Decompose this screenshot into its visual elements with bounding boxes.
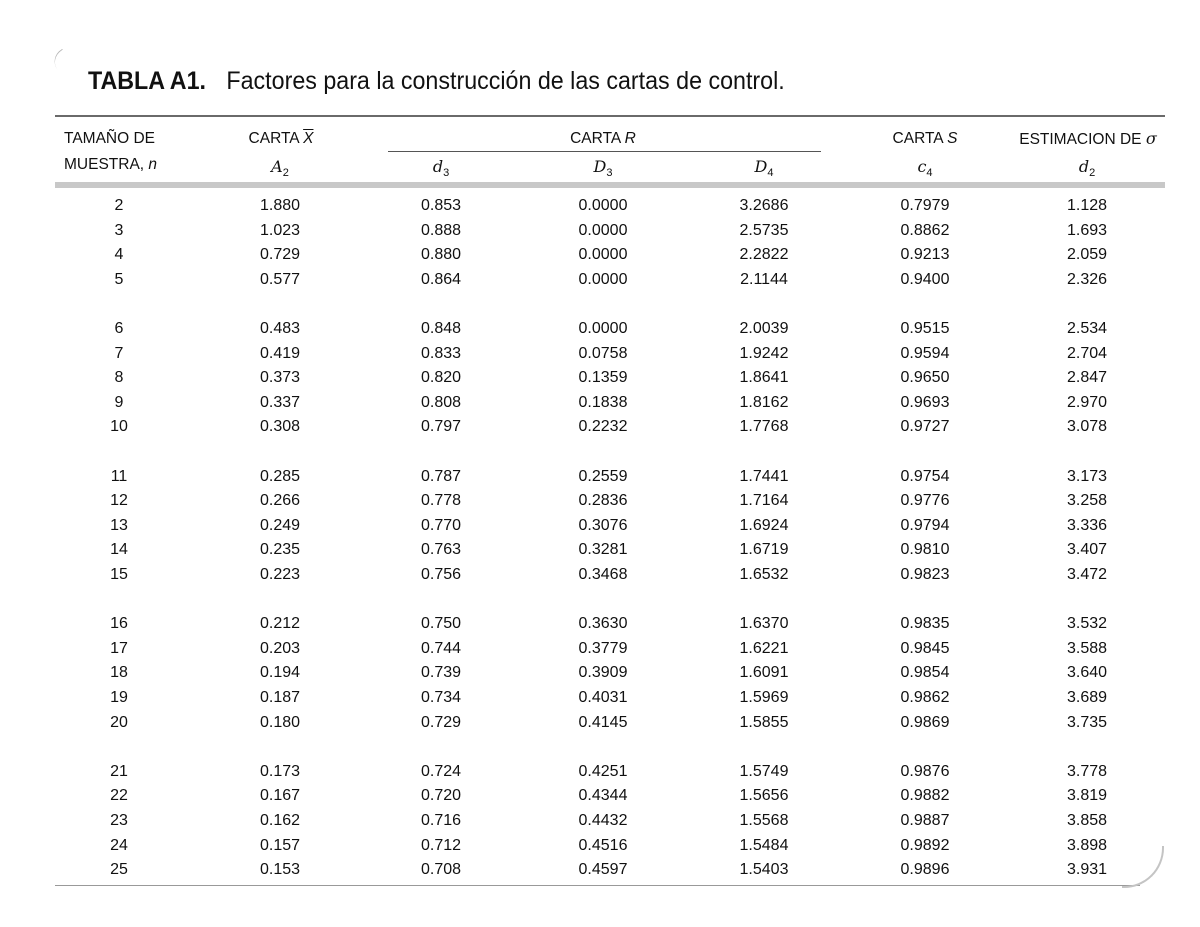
cell-a2: 1.880	[259, 197, 301, 214]
cell-n: 25	[110, 861, 128, 879]
cell-d3: 0.756	[420, 566, 462, 583]
cell-c4: 0.9810	[900, 541, 950, 559]
cell-n: 16	[110, 615, 128, 633]
header-D4-sub: 4	[767, 167, 774, 180]
cell-n: 9	[114, 393, 124, 411]
cell-d2: 3.819	[1066, 787, 1108, 805]
cell-d2: 3.173	[1066, 467, 1108, 485]
cell-d2: 3.735	[1066, 713, 1108, 731]
header-d3-sub: 3	[443, 167, 450, 180]
cell-d2: 2.704	[1066, 344, 1108, 362]
cell-D4: 1.5568	[739, 812, 789, 829]
cell-a2: 1.023	[259, 221, 301, 239]
cell-n: 18	[110, 664, 128, 682]
cell-d2: 2.847	[1066, 369, 1108, 387]
cell-D4: 1.5484	[739, 836, 789, 854]
cell-D4: 1.7164	[739, 492, 789, 510]
cell-d3: 0.853	[420, 197, 462, 214]
cell-a2: 0.235	[259, 541, 301, 559]
cell-d2: 3.931	[1066, 861, 1108, 879]
cell-n: 15	[110, 566, 128, 583]
cell-c4: 0.9650	[900, 369, 950, 387]
cell-D4: 1.6221	[739, 639, 789, 657]
cell-D4: 1.6532	[739, 566, 789, 583]
cell-d3: 0.712	[420, 836, 462, 854]
cell-c4: 0.9594	[900, 344, 950, 362]
header-sigma-estimate-label: ESTIMACION DE	[1019, 131, 1142, 148]
cell-D4: 1.5855	[739, 713, 789, 731]
cell-D3: 0.4251	[578, 762, 628, 780]
cell-D3: 0.4432	[578, 812, 628, 829]
cell-d2: 3.778	[1066, 762, 1108, 780]
cell-a2: 0.157	[259, 836, 301, 854]
header-s-chart-label: CARTA	[892, 130, 943, 147]
cell-d2: 2.326	[1066, 270, 1108, 288]
header-a2-sub: 2	[282, 167, 289, 180]
cell-D3: 0.3076	[578, 516, 628, 534]
cell-d2: 1.128	[1066, 197, 1108, 214]
cell-c4: 0.9882	[900, 787, 950, 805]
cell-n: 7	[114, 344, 124, 362]
cell-d2: 2.970	[1066, 393, 1108, 411]
cell-d3: 0.739	[420, 664, 462, 682]
cell-n: 13	[110, 516, 128, 534]
cell-D4: 1.6091	[739, 664, 789, 682]
header-r-symbol: R	[624, 130, 636, 147]
cell-d3: 0.770	[420, 516, 462, 534]
header-xbar-chart-label: CARTA	[248, 130, 299, 147]
cell-d2: 3.689	[1066, 689, 1108, 706]
cell-D3: 0.3779	[578, 639, 628, 657]
cell-d3: 0.744	[420, 639, 462, 657]
cell-n: 12	[110, 492, 128, 510]
cell-d3: 0.864	[420, 270, 462, 288]
cell-D3: 0.2559	[578, 467, 628, 485]
cell-a2: 0.483	[259, 320, 301, 337]
header-sample-size-label: MUESTRA,	[64, 156, 145, 173]
cell-D4: 1.7768	[739, 418, 789, 436]
cell-a2: 0.729	[259, 246, 301, 264]
cell-c4: 0.9754	[900, 467, 950, 485]
header-D4-base: D	[754, 157, 768, 176]
cell-n: 17	[110, 639, 128, 657]
cell-c4: 0.9515	[900, 320, 950, 337]
cell-D3: 0.0000	[578, 197, 628, 214]
cell-D3: 0.0000	[578, 270, 628, 288]
cell-n: 22	[110, 787, 128, 805]
cell-D3: 0.0000	[578, 246, 628, 264]
header-d3-base: d	[432, 157, 444, 176]
header-s-symbol: S	[947, 130, 958, 147]
cell-d2: 3.258	[1066, 492, 1108, 510]
cell-D3: 0.4145	[578, 713, 628, 731]
cell-n: 6	[114, 320, 124, 337]
cell-a2: 0.167	[259, 787, 301, 805]
cell-c4: 0.9845	[900, 639, 950, 657]
cell-n: 20	[110, 713, 128, 731]
cell-D3: 0.3281	[578, 541, 628, 559]
cell-D3: 0.3630	[578, 615, 628, 633]
cell-D3: 0.4031	[578, 689, 628, 706]
header-D3-base: D	[593, 157, 607, 176]
cell-D4: 1.8641	[739, 369, 789, 387]
cell-D3: 0.3468	[578, 566, 628, 583]
cell-a2: 0.308	[259, 418, 301, 436]
header-sigma-symbol: σ	[1145, 129, 1157, 148]
cell-D3: 0.0758	[578, 344, 628, 362]
cell-d3: 0.848	[420, 320, 462, 337]
cell-n: 14	[110, 541, 128, 559]
cell-c4: 0.8862	[900, 221, 950, 239]
cell-a2: 0.153	[259, 861, 301, 879]
cell-d2: 1.693	[1066, 221, 1108, 239]
cell-D4: 1.6370	[739, 615, 789, 633]
cell-D4: 3.2686	[739, 197, 789, 214]
cell-a2: 0.173	[259, 762, 301, 780]
header-r-chart-label: CARTA	[570, 130, 621, 147]
cell-n: 3	[114, 221, 124, 239]
cell-D4: 1.6719	[739, 541, 789, 559]
cell-c4: 0.9693	[900, 393, 950, 411]
cell-a2: 0.162	[259, 812, 301, 829]
cell-c4: 0.9213	[900, 246, 950, 264]
cell-d3: 0.880	[420, 246, 462, 264]
cell-D3: 0.4344	[578, 787, 628, 805]
cell-d3: 0.888	[420, 221, 462, 239]
cell-d3: 0.729	[420, 713, 462, 731]
cell-c4: 0.7979	[900, 197, 950, 214]
cell-c4: 0.9869	[900, 713, 950, 731]
cell-D3: 0.2232	[578, 418, 628, 436]
cell-d2: 2.534	[1066, 320, 1108, 337]
cell-d2: 3.078	[1066, 418, 1108, 436]
cell-a2: 0.249	[259, 516, 301, 534]
cell-a2: 0.419	[259, 344, 301, 362]
cell-n: 10	[110, 418, 128, 436]
cell-D4: 1.5403	[739, 861, 789, 879]
cell-D4: 1.9242	[739, 344, 789, 362]
cell-d2: 3.407	[1066, 541, 1108, 559]
cell-d3: 0.724	[420, 762, 462, 780]
header-c4-base: c	[917, 157, 927, 176]
cell-a2: 0.203	[259, 639, 301, 657]
cell-d3: 0.720	[420, 787, 462, 805]
cell-c4: 0.9794	[900, 516, 950, 534]
cell-D3: 0.1359	[578, 369, 628, 387]
table-title-text: Factores para la construcción de las cartas de control.	[226, 67, 785, 95]
cell-c4: 0.9862	[900, 689, 950, 706]
cell-a2: 0.373	[259, 369, 301, 387]
cell-a2: 0.223	[259, 566, 301, 583]
cell-d2: 3.336	[1066, 516, 1108, 534]
cell-d3: 0.778	[420, 492, 462, 510]
cell-D3: 0.1838	[578, 393, 628, 411]
cell-n: 5	[114, 270, 124, 288]
cell-d3: 0.763	[420, 541, 462, 559]
cell-c4: 0.9876	[900, 762, 950, 780]
cell-D4: 1.5969	[739, 689, 789, 706]
cell-n: 4	[114, 246, 124, 264]
cell-a2: 0.337	[259, 393, 301, 411]
header-D3-sub: 3	[606, 167, 613, 180]
cell-D3: 0.4516	[578, 836, 628, 854]
cell-n: 24	[110, 836, 128, 854]
cell-d3: 0.716	[420, 812, 462, 829]
cell-a2: 0.577	[259, 270, 301, 288]
cell-c4: 0.9835	[900, 615, 950, 633]
cell-d3: 0.833	[420, 344, 462, 362]
header-d2-sub: 2	[1089, 167, 1096, 180]
cell-n: 2	[114, 197, 124, 214]
cell-d3: 0.808	[420, 393, 462, 411]
cell-a2: 0.180	[259, 713, 301, 731]
cell-d2: 3.532	[1066, 615, 1108, 633]
cell-c4: 0.9727	[900, 418, 950, 436]
cell-d3: 0.708	[420, 861, 462, 879]
cell-D3: 0.4597	[578, 861, 628, 879]
header-sample-size-var: n	[148, 156, 158, 173]
cell-c4: 0.9854	[900, 664, 950, 682]
cell-a2: 0.285	[259, 467, 301, 485]
cell-n: 19	[110, 689, 128, 706]
cell-d2: 3.472	[1066, 566, 1108, 583]
cell-d3: 0.787	[420, 467, 462, 485]
cell-D4: 1.5656	[739, 787, 789, 805]
cell-a2: 0.266	[259, 492, 301, 510]
cell-n: 23	[110, 812, 128, 829]
cell-n: 8	[114, 369, 124, 387]
header-sample-size-line1: TAMAÑO DE	[64, 130, 155, 147]
cell-d3: 0.734	[420, 689, 462, 706]
cell-D3: 0.0000	[578, 221, 628, 239]
cell-d2: 3.858	[1066, 812, 1108, 829]
cell-c4: 0.9776	[900, 492, 950, 510]
cell-n: 21	[110, 762, 128, 780]
cell-d3: 0.797	[420, 418, 462, 436]
cell-a2: 0.187	[259, 689, 301, 706]
cell-c4: 0.9887	[900, 812, 950, 829]
cell-D4: 2.0039	[739, 320, 789, 337]
cell-c4: 0.9823	[900, 566, 950, 583]
cell-D3: 0.2836	[578, 492, 628, 510]
header-a2-base: A	[271, 157, 283, 176]
cell-D4: 2.1144	[740, 270, 788, 288]
cell-d2: 3.640	[1066, 664, 1108, 682]
cell-d3: 0.820	[420, 369, 462, 387]
cell-D4: 2.5735	[739, 221, 789, 239]
cell-c4: 0.9400	[900, 270, 950, 288]
cell-D4: 1.7441	[739, 467, 789, 485]
cell-a2: 0.212	[259, 615, 301, 633]
cell-D4: 1.5749	[739, 762, 789, 780]
cell-d2: 3.898	[1066, 836, 1108, 854]
cell-D3: 0.3909	[578, 664, 628, 682]
header-c4-sub: 4	[926, 167, 933, 180]
cell-d3: 0.750	[420, 615, 462, 633]
cell-d2: 3.588	[1066, 639, 1108, 657]
header-d2-base: d	[1078, 157, 1090, 176]
cell-n: 11	[110, 467, 128, 485]
cell-D4: 1.8162	[739, 393, 789, 411]
cell-c4: 0.9892	[900, 836, 950, 854]
cell-c4: 0.9896	[900, 861, 950, 879]
cell-d2: 2.059	[1066, 246, 1108, 264]
table-bottom-rule	[55, 885, 1140, 886]
cell-a2: 0.194	[259, 664, 301, 682]
table-title-label: TABLA A1.	[88, 67, 206, 95]
cell-D4: 1.6924	[739, 516, 789, 534]
cell-D4: 2.2822	[739, 246, 789, 264]
cell-D3: 0.0000	[578, 320, 628, 337]
header-xbar-symbol: $\overline{X}$	[303, 130, 314, 147]
